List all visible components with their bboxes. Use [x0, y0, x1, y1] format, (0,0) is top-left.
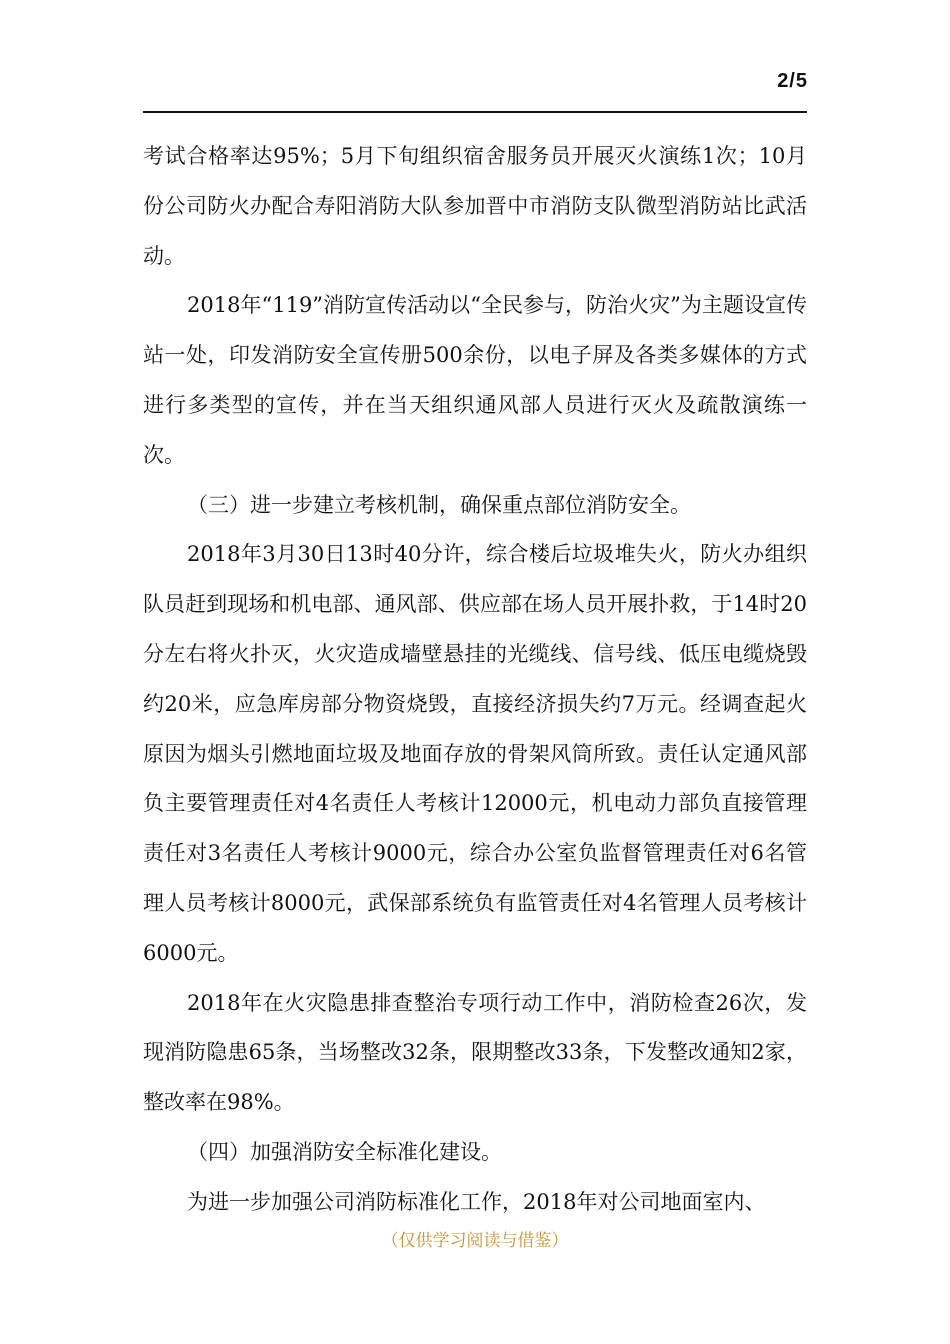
section-heading-4: （四）加强消防安全标准化建设。	[187, 1139, 502, 1164]
paragraph-fire-incident: 2018年3月30日13时40分许，综合楼后垃圾堆失火，防火办组织队员赶到现场和机电部、通风部、供应部在场人员开展扑救，于14时20分左右将火扑灭，火灾造成墙壁悬挂的光缆线、信号线、低压电缆烧毁约20米，应急库房部分物资烧毁，直接经济损失约7万元。经调查起火原因为烟头引燃地面垃圾及地面存放的骨架风筒所致。责任认定通风部负主要管理责任对4名责任人考核计12000元，机电动力部负直接管理责任对3名责任人考核计9000元，综合办公室负监督管理责任对6名管理人员考核计8000元，武保部系统负有监管责任对4名管理人员考核计6000元。	[143, 542, 807, 965]
section-heading-3: （三）进一步建立考核机制，确保重点部位消防安全。	[187, 492, 691, 517]
header-divider	[143, 111, 807, 113]
paragraph-continuation: 考试合格率达95%；5月下旬组织宿舍服务员开展灭火演练1次；10月份公司防火办配合寿阳消防大队参加晋中市消防支队微型消防站比武活动。	[143, 144, 807, 268]
paragraph-hazard-inspection: 2018年在火灾隐患排查整治专项行动工作中，消防检查26次，发现消防隐患65条，当场整改32条，限期整改33条，下发整改通知2家，整改率在98%。	[143, 990, 807, 1115]
document-body	[143, 132, 807, 1228]
page-number: 2/5	[777, 70, 808, 92]
paragraph-standardization: 为进一步加强公司消防标准化工作，2018年对公司地面室内、	[187, 1189, 766, 1214]
footer-note: （仅供学习阅读与借鉴）	[381, 1231, 569, 1251]
paragraph-119-campaign: 2018年“119”消防宣传活动以“全民参与，防治火灾”为主题设宣传站一处，印发消防安全宣传册500余份，以电子屏及各类多媒体的方式进行多类型的宣传，并在当天组织通风部人员进行灭火及疏散演练一次。	[143, 293, 807, 467]
